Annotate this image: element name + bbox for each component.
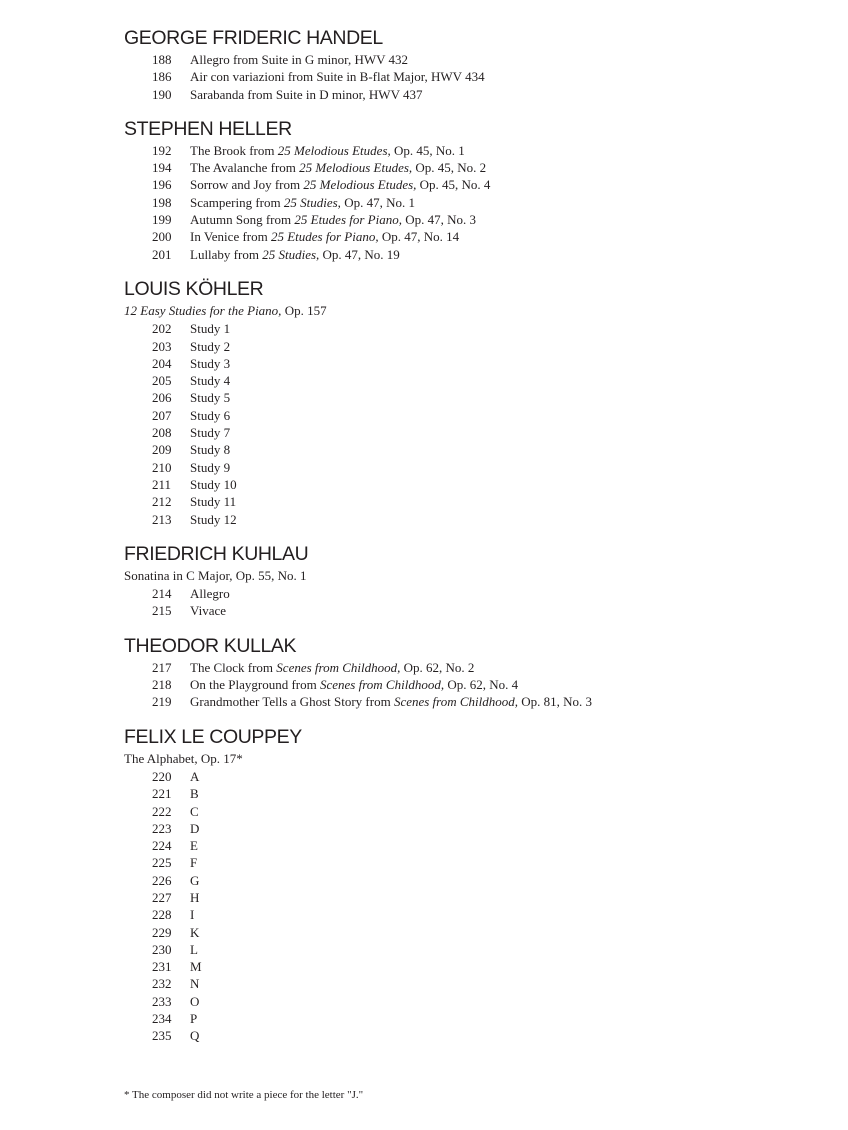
collection-title — [124, 302, 824, 319]
piece-title-part: P — [190, 1011, 198, 1027]
piece-title-part: 25 Melodious Etudes, — [277, 142, 391, 158]
piece-title — [190, 355, 230, 372]
page-number: 229 — [152, 924, 172, 940]
piece-title-part: 25 Etudes for Piano, — [294, 212, 402, 228]
toc-entry[interactable] — [124, 820, 824, 837]
page-number: 233 — [152, 993, 172, 1009]
toc-entry[interactable] — [124, 228, 824, 245]
piece-title-part: B — [190, 786, 199, 802]
page-number: 215 — [152, 603, 172, 619]
page-number: 218 — [152, 677, 172, 693]
piece-title-part: D — [190, 820, 200, 836]
page-number: 225 — [152, 855, 172, 871]
page-number: 188 — [152, 52, 172, 67]
page-number: 217 — [152, 659, 172, 675]
piece-title-part: Op. 62, No. 4 — [444, 677, 519, 693]
piece-title-part: Op. 47, No. 1 — [340, 194, 415, 210]
collection-title-part: 12 Easy Studies for the Piano, — [124, 302, 282, 318]
toc-entry[interactable] — [124, 211, 824, 228]
piece-title-part: Op. 81, No. 3 — [518, 694, 593, 710]
page-number: 198 — [152, 194, 172, 210]
page-number: 212 — [152, 494, 172, 510]
piece-title — [190, 51, 408, 68]
page-number: 209 — [152, 442, 172, 458]
piece-title-part: N — [190, 976, 200, 992]
page-number: 232 — [152, 976, 172, 992]
page-number: 190 — [152, 86, 172, 102]
composer-heading: STEPHEN HELLER — [124, 117, 292, 140]
composer-section — [124, 725, 824, 1045]
piece-title-part: Op. 62, No. 2 — [400, 659, 475, 675]
piece-title — [190, 906, 194, 923]
piece-title-part: The Brook from — [190, 142, 278, 158]
toc-entry[interactable] — [124, 659, 824, 676]
piece-title-part: Study 9 — [190, 459, 231, 475]
piece-title-part: Study 5 — [190, 390, 231, 406]
page-number: 228 — [152, 907, 172, 923]
piece-title — [190, 837, 198, 854]
piece-title — [190, 476, 237, 493]
entry-list — [124, 51, 824, 103]
piece-title-part: Scenes from Childhood, — [276, 659, 401, 675]
piece-title — [190, 941, 198, 958]
piece-title-part: L — [190, 941, 198, 957]
piece-title-part: On the Playground from — [190, 677, 320, 693]
toc-entry[interactable] — [124, 993, 824, 1010]
page-number: 227 — [152, 889, 172, 905]
page-number: 222 — [152, 803, 172, 819]
collection-title — [124, 750, 824, 767]
toc-entry[interactable] — [124, 407, 824, 424]
toc-entry[interactable] — [124, 941, 824, 958]
collection-title-part: Op. 157 — [281, 302, 327, 318]
piece-title — [190, 459, 230, 476]
toc-entry[interactable] — [124, 1010, 824, 1027]
page-number: 235 — [152, 1028, 172, 1044]
page-number: 226 — [152, 872, 172, 888]
page-number: 208 — [152, 425, 172, 441]
page-number: 192 — [152, 142, 172, 158]
composer-heading: FRIEDRICH KUHLAU — [124, 542, 309, 565]
piece-title-part: Op. 47, No. 3 — [401, 212, 477, 228]
piece-title — [190, 785, 199, 802]
toc-entry[interactable] — [124, 194, 824, 211]
piece-title-part: Study 6 — [190, 407, 231, 423]
piece-title — [190, 176, 490, 193]
piece-title — [190, 194, 415, 211]
page-number: 219 — [152, 694, 172, 710]
piece-title-part: Vivace — [190, 603, 227, 619]
piece-title — [190, 320, 230, 337]
piece-title-part: 25 Etudes for Piano, — [270, 229, 379, 245]
piece-title — [190, 693, 592, 710]
piece-title — [190, 676, 518, 693]
piece-title — [190, 86, 422, 103]
toc-entry[interactable] — [124, 51, 824, 68]
piece-title-part: O — [190, 993, 200, 1009]
piece-title-part: F — [190, 855, 198, 871]
piece-title — [190, 768, 199, 785]
piece-title-part: Study 10 — [190, 476, 237, 492]
page-number: 214 — [152, 586, 172, 602]
toc-entry[interactable] — [124, 906, 824, 923]
piece-title-part: Allegro — [190, 586, 230, 602]
toc-entry[interactable] — [124, 958, 824, 975]
page-number: 205 — [152, 373, 172, 389]
composer-section — [124, 542, 824, 620]
piece-title-part: Scenes from Childhood, — [393, 694, 519, 710]
entry-list — [124, 320, 824, 528]
piece-title — [190, 585, 230, 602]
page-number: 213 — [152, 511, 172, 527]
toc-entry[interactable] — [124, 424, 824, 441]
piece-title-part: A — [190, 768, 200, 784]
toc-entry[interactable] — [124, 372, 824, 389]
entry-list — [124, 768, 824, 1045]
piece-title — [190, 854, 197, 871]
page-number: 199 — [152, 212, 172, 228]
piece-title-part: The Avalanche from — [190, 160, 300, 176]
page-number: 211 — [152, 476, 172, 492]
piece-title-part: Scenes from Childhood, — [319, 677, 445, 693]
piece-title-part: H — [190, 889, 200, 905]
piece-title-part: Study 3 — [190, 355, 231, 371]
piece-title — [190, 1010, 197, 1027]
piece-title-part: Sarabanda from Suite in D minor, HWV 437 — [190, 86, 423, 102]
composer-section — [124, 634, 824, 711]
piece-title-part: Op. 47, No. 14 — [378, 229, 460, 245]
piece-title-part: Op. 45, No. 1 — [390, 142, 465, 158]
piece-title-part: Op. 47, No. 19 — [319, 246, 400, 262]
entry-list — [124, 142, 824, 263]
piece-title-part: Study 1 — [190, 321, 231, 337]
toc-entry[interactable] — [124, 585, 824, 602]
table-of-contents — [124, 26, 824, 1059]
piece-title-part: 25 Melodious Etudes, — [303, 177, 417, 193]
collection-title-part: The Alphabet, Op. 17* — [124, 750, 243, 766]
page-number: 204 — [152, 355, 172, 371]
page-number: 220 — [152, 768, 172, 784]
piece-title-part: Lullaby from — [190, 246, 263, 262]
toc-entry[interactable] — [124, 86, 824, 103]
page-number: 201 — [152, 246, 172, 262]
page-number: 186 — [152, 69, 172, 85]
toc-entry[interactable] — [124, 768, 824, 785]
toc-entry[interactable] — [124, 493, 824, 510]
composer-section — [124, 277, 824, 528]
piece-title — [190, 159, 486, 176]
piece-title-part: Allegro from Suite in G minor, HWV 432 — [190, 52, 409, 67]
page-number: 231 — [152, 959, 172, 975]
piece-title-part: Study 11 — [190, 494, 237, 510]
piece-title — [190, 924, 199, 941]
composer-heading: THEODOR KULLAK — [124, 634, 297, 657]
piece-title-part: Sorrow and Joy from — [190, 177, 304, 193]
piece-title-part: Q — [190, 1028, 200, 1044]
page-number: 224 — [152, 838, 172, 854]
toc-entry[interactable] — [124, 803, 824, 820]
piece-title-part: Grandmother Tells a Ghost Story from — [190, 694, 394, 710]
composer-heading: LOUIS KÖHLER — [124, 277, 264, 300]
piece-title — [190, 372, 230, 389]
toc-entry[interactable] — [124, 68, 824, 85]
toc-entry[interactable] — [124, 459, 824, 476]
piece-title — [190, 958, 202, 975]
piece-title — [190, 228, 459, 245]
piece-title — [190, 211, 476, 228]
piece-title-part: 25 Studies, — [262, 246, 320, 262]
piece-title — [190, 68, 485, 85]
toc-entry[interactable] — [124, 176, 824, 193]
toc-entry[interactable] — [124, 602, 824, 619]
piece-title — [190, 820, 199, 837]
piece-title — [190, 441, 230, 458]
piece-title-part: E — [190, 838, 198, 854]
page-number: 194 — [152, 160, 172, 176]
piece-title-part: I — [190, 907, 195, 923]
piece-title-part: Scampering from — [190, 194, 284, 210]
toc-entry[interactable] — [124, 924, 824, 941]
composer-heading: FELIX LE COUPPEY — [124, 725, 302, 748]
piece-title-part: K — [190, 924, 200, 940]
toc-entry[interactable] — [124, 338, 824, 355]
piece-title — [190, 602, 226, 619]
page-number: 196 — [152, 177, 172, 193]
toc-entry[interactable] — [124, 511, 824, 528]
piece-title — [190, 407, 230, 424]
toc-entry[interactable] — [124, 854, 824, 871]
page-number: 207 — [152, 407, 172, 423]
page-number: 210 — [152, 459, 172, 475]
piece-title — [190, 142, 465, 159]
piece-title-part: 25 Studies, — [283, 194, 341, 210]
piece-title-part: Study 12 — [190, 511, 237, 527]
piece-title — [190, 803, 199, 820]
piece-title — [190, 246, 400, 263]
piece-title — [190, 338, 230, 355]
page-number: 230 — [152, 941, 172, 957]
entry-list — [124, 659, 824, 711]
piece-title — [190, 511, 237, 528]
piece-title-part: In Venice from — [190, 229, 271, 245]
toc-entry[interactable] — [124, 889, 824, 906]
toc-entry[interactable] — [124, 142, 824, 159]
piece-title-part: Study 2 — [190, 338, 231, 354]
piece-title-part: 25 Melodious Etudes, — [299, 160, 413, 176]
page-number: 221 — [152, 786, 172, 802]
piece-title — [190, 659, 474, 676]
piece-title-part: G — [190, 872, 200, 888]
piece-title-part: Air con variazioni from Suite in B-flat Major, HWV 434 — [190, 69, 485, 85]
piece-title — [190, 872, 199, 889]
piece-title-part: Op. 45, No. 4 — [416, 177, 491, 193]
page-number: 203 — [152, 338, 172, 354]
collection-title — [124, 567, 824, 584]
toc-entry[interactable] — [124, 355, 824, 372]
piece-title — [190, 493, 236, 510]
piece-title-part: Study 8 — [190, 442, 231, 458]
piece-title-part: Study 4 — [190, 373, 231, 389]
page-number: 200 — [152, 229, 172, 245]
toc-entry[interactable] — [124, 1027, 824, 1044]
composer-section — [124, 26, 824, 103]
piece-title-part: Op. 45, No. 2 — [412, 160, 487, 176]
collection-title-part: Sonatina in C Major, Op. 55, No. 1 — [124, 567, 307, 583]
piece-title-part: C — [190, 803, 199, 819]
piece-title-part: Autumn Song from — [190, 212, 295, 228]
toc-entry[interactable] — [124, 676, 824, 693]
piece-title-part: M — [190, 959, 202, 975]
piece-title — [190, 389, 230, 406]
toc-entry[interactable] — [124, 975, 824, 992]
page-number: 202 — [152, 321, 172, 337]
toc-entry[interactable] — [124, 476, 824, 493]
piece-title — [190, 889, 199, 906]
piece-title — [190, 975, 199, 992]
piece-title — [190, 1027, 199, 1044]
toc-entry[interactable] — [124, 837, 824, 854]
composer-section — [124, 117, 824, 263]
piece-title — [190, 424, 230, 441]
page-number: 234 — [152, 1011, 172, 1027]
toc-entry[interactable] — [124, 441, 824, 458]
toc-entry[interactable] — [124, 389, 824, 406]
toc-entry[interactable] — [124, 872, 824, 889]
piece-title-part: The Clock from — [190, 659, 277, 675]
toc-entry[interactable] — [124, 320, 824, 337]
piece-title-part: Study 7 — [190, 425, 231, 441]
footnote: * The composer did not write a piece for the letter "J." — [124, 1089, 364, 1101]
piece-title — [190, 993, 199, 1010]
entry-list — [124, 585, 824, 620]
toc-entry[interactable] — [124, 785, 824, 802]
toc-entry[interactable] — [124, 159, 824, 176]
toc-entry[interactable] — [124, 693, 824, 710]
page-number: 223 — [152, 820, 172, 836]
toc-entry[interactable] — [124, 246, 824, 263]
page-number: 206 — [152, 390, 172, 406]
composer-heading: GEORGE FRIDERIC HANDEL — [124, 27, 383, 49]
